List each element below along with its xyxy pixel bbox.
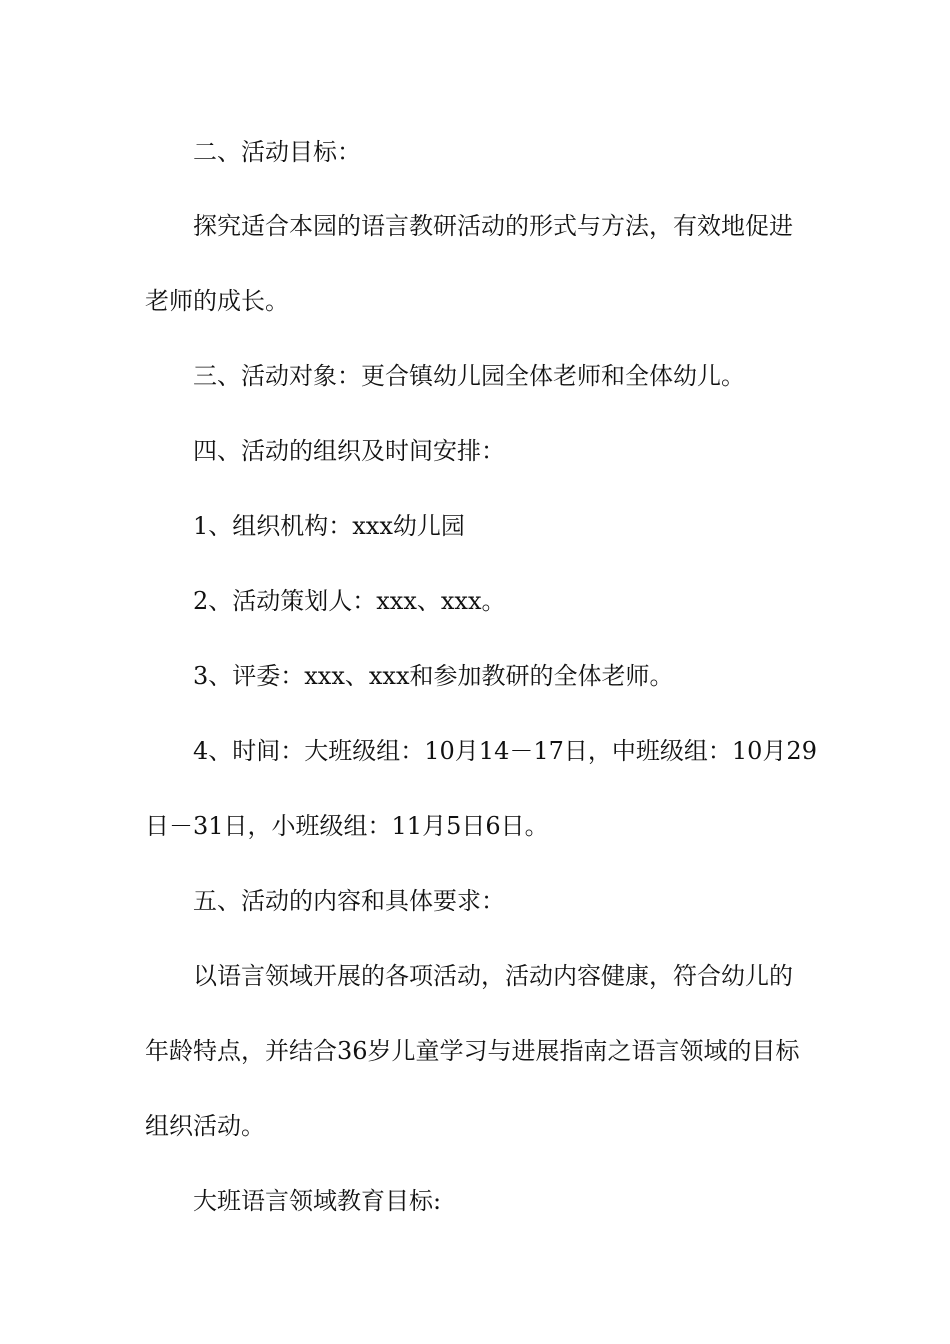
section-heading-organization: 四、活动的组织及时间安排： bbox=[193, 437, 505, 465]
section-heading-target: 三、活动对象：更合镇幼儿园全体老师和全体幼儿。 bbox=[193, 362, 745, 390]
paragraph-line: 组织活动。 bbox=[145, 1112, 265, 1140]
list-item: 3、评委：xxx、xxx和参加教研的全体老师。 bbox=[193, 662, 674, 690]
list-item: 2、活动策划人：xxx、xxx。 bbox=[193, 587, 506, 615]
section-heading-goals: 二、活动目标： bbox=[193, 138, 361, 166]
paragraph-line: 老师的成长。 bbox=[145, 287, 289, 315]
section-heading-content: 五、活动的内容和具体要求： bbox=[193, 887, 505, 915]
paragraph-line: 年龄特点，并结合36岁儿童学习与进展指南之语言领域的目标 bbox=[145, 1037, 800, 1065]
paragraph-line: 以语言领域开展的各项活动，活动内容健康，符合幼儿的 bbox=[193, 962, 793, 990]
subheading-senior-class-goals: 大班语言领域教育目标: bbox=[193, 1187, 442, 1215]
list-item-continuation: 日－31日，小班级组：11月5日6日。 bbox=[145, 812, 549, 840]
paragraph-line: 探究适合本园的语言教研活动的形式与方法，有效地促进 bbox=[193, 212, 793, 240]
list-item: 4、时间：大班级组：10月14－17日，中班级组：10月29 bbox=[193, 737, 817, 765]
list-item: 1、组织机构：xxx幼儿园 bbox=[193, 512, 465, 540]
